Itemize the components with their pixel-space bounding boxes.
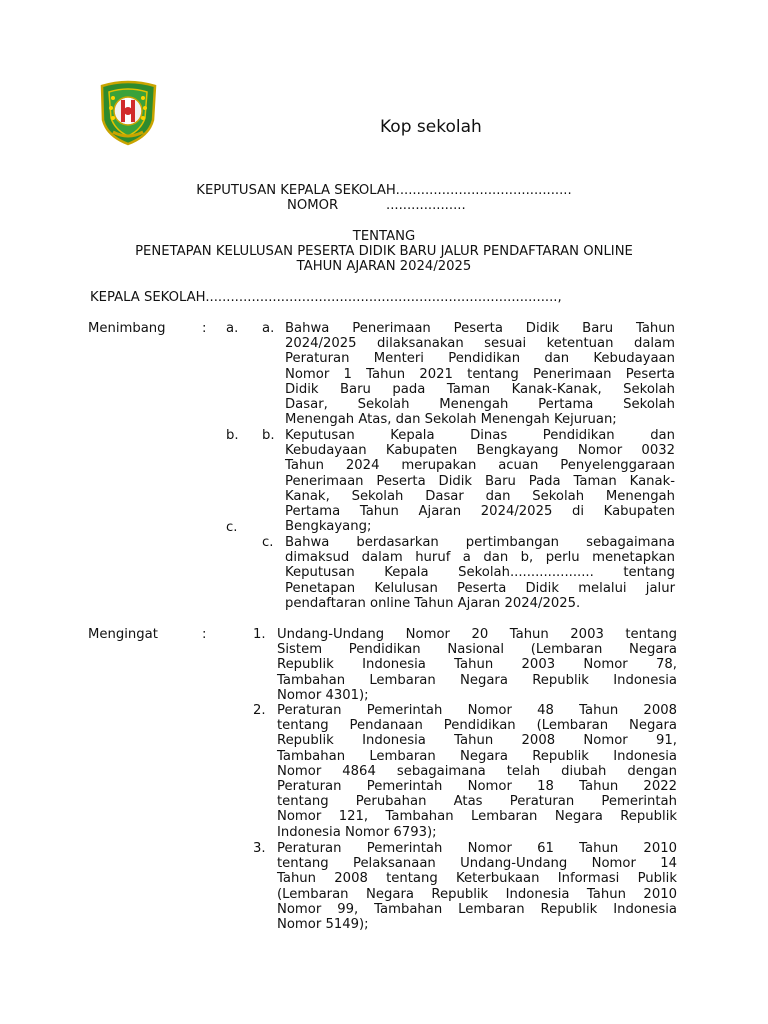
mengingat-item-line: tentang Pelaksanaan Undang-Undang Nomor 14 [277,856,677,872]
menimbang-item-line: dimaksud dalam huruf a dan b, perlu menetapkan [285,550,675,566]
nomor-value: ................... [386,198,466,213]
menimbang-item-line: Bahwa Penerimaan Peserta Didik Baru Tahun [285,321,675,336]
mengingat-item-line: Tahun 2008 tentang Keterbukaan Informasi Publik [277,871,677,887]
menimbang-item-line: pendaftaran online Tahun Ajaran 2024/2025. [285,595,581,611]
menimbang-item-line: Keputusan Kepala Dinas Pendidikan dan [285,428,675,443]
mengingat-item-line: Republik Indonesia Tahun 2003 Nomor 78, [277,657,677,673]
mengingat-item-line: tentang Pendanaan Pendidikan (Lembaran Negara [277,718,677,734]
menimbang-item-line: Bahwa berdasarkan pertimbangan sebagaimana [285,535,675,550]
menimbang-item-marker: a. [262,321,275,336]
menimbang-item-marker: c. [262,535,274,550]
mengingat-item-line: Republik Indonesia Tahun 2008 Nomor 91, [277,733,677,749]
decree-subject-line1: PENETAPAN KELULUSAN PESERTA DIDIK BARU JALUR PENDAFTARAN ONLINE [135,244,633,259]
mengingat-item-line: Nomor 4864 sebagaimana telah diubah dengan [277,763,677,779]
menimbang-item-line: Keputusan Kepala Sekolah.................... tentang [285,565,675,581]
mengingat-colon: : [202,627,207,642]
mengingat-item-marker: 2. [253,703,266,718]
menimbang-item-marker: b. [262,428,275,443]
menimbang-item-line: Menengah Atas, dan Sekolah Menengah Kejuruan; [285,412,617,428]
menimbang-item-line: Penerimaan Peserta Didik Baru Pada Taman Kanak- [285,473,675,489]
mengingat-item-line: tentang Perubahan Atas Peraturan Pemerintah [277,794,677,810]
menimbang-item-line: Penetapan Kelulusan Peserta Didik melalui jalur [285,580,675,596]
decree-subject-line2: TAHUN AJARAN 2024/2025 [296,259,472,274]
mengingat-item-line: Nomor 121, Tambahan Lembaran Negara Republik [277,809,677,825]
mengingat-label: Mengingat [88,627,158,642]
regional-coat-of-arms-logo [99,80,158,146]
mengingat-item-line: Indonesia Nomor 6793); [277,824,437,840]
mengingat-item-line: Tambahan Lembaran Negara Republik Indonesia [277,672,677,688]
menimbang-item-line: Bengkayang; [285,519,372,535]
menimbang-label: Menimbang [88,321,166,336]
kepala-sekolah-line: KEPALA SEKOLAH...................................................................................., [90,290,562,305]
menimbang-item-line: Kanak, Sekolah Dasar dan Sekolah Menengah [285,488,675,504]
menimbang-item-line: Pertama Tahun Ajaran 2024/2025 di Kabupaten [285,504,675,519]
mengingat-item-line: Sistem Pendidikan Nasional (Lembaran Negara [277,642,677,658]
mengingat-item-line: Nomor 4301); [277,687,369,703]
menimbang-letter-a: a. [226,321,239,336]
mengingat-item-line: Peraturan Pemerintah Nomor 18 Tahun 2022 [277,779,677,794]
menimbang-item-line: Nomor 1 Tahun 2021 tentang Penerimaan Peserta [285,366,675,382]
mengingat-item-line: Peraturan Pemerintah Nomor 61 Tahun 2010 [277,841,677,856]
school-letterhead-title: Kop sekolah [380,117,482,137]
mengingat-item-line: (Lembaran Negara Republik Indonesia Tahun 2010 [277,886,677,902]
menimbang-item-line: Tahun 2024 merupakan acuan Penyelenggaraan [285,458,675,474]
mengingat-item-line: Nomor 5149); [277,917,369,932]
mengingat-item-line: Peraturan Pemerintah Nomor 48 Tahun 2008 [277,703,677,718]
menimbang-letter-c: c. [226,520,238,535]
menimbang-item-line: Kebudayaan Kabupaten Bengkayang Nomor 0032 [285,443,675,459]
mengingat-item-marker: 1. [253,627,266,642]
mengingat-item-line: Undang-Undang Nomor 20 Tahun 2003 tentang [277,627,677,642]
decree-title: KEPUTUSAN KEPALA SEKOLAH.......................................... [196,183,572,198]
menimbang-colon: : [202,321,207,336]
mengingat-item-marker: 3. [253,841,266,856]
mengingat-item-line: Tambahan Lembaran Negara Republik Indonesia [277,748,677,764]
nomor-label: NOMOR [287,198,339,213]
mengingat-item-line: Nomor 99, Tambahan Lembaran Republik Indonesia [277,901,677,917]
menimbang-letter-b: b. [226,428,239,443]
menimbang-item-line: Dasar, Sekolah Menengah Pertama Sekolah [285,397,675,412]
menimbang-item-line: Peraturan Menteri Pendidikan dan Kebudayaan [285,351,675,367]
menimbang-item-line: 2024/2025 dilaksanakan sesuai ketentuan dalam [285,336,675,352]
menimbang-item-line: Didik Baru pada Taman Kanak-Kanak, Sekolah [285,381,675,397]
tentang-heading: TENTANG [352,229,416,244]
